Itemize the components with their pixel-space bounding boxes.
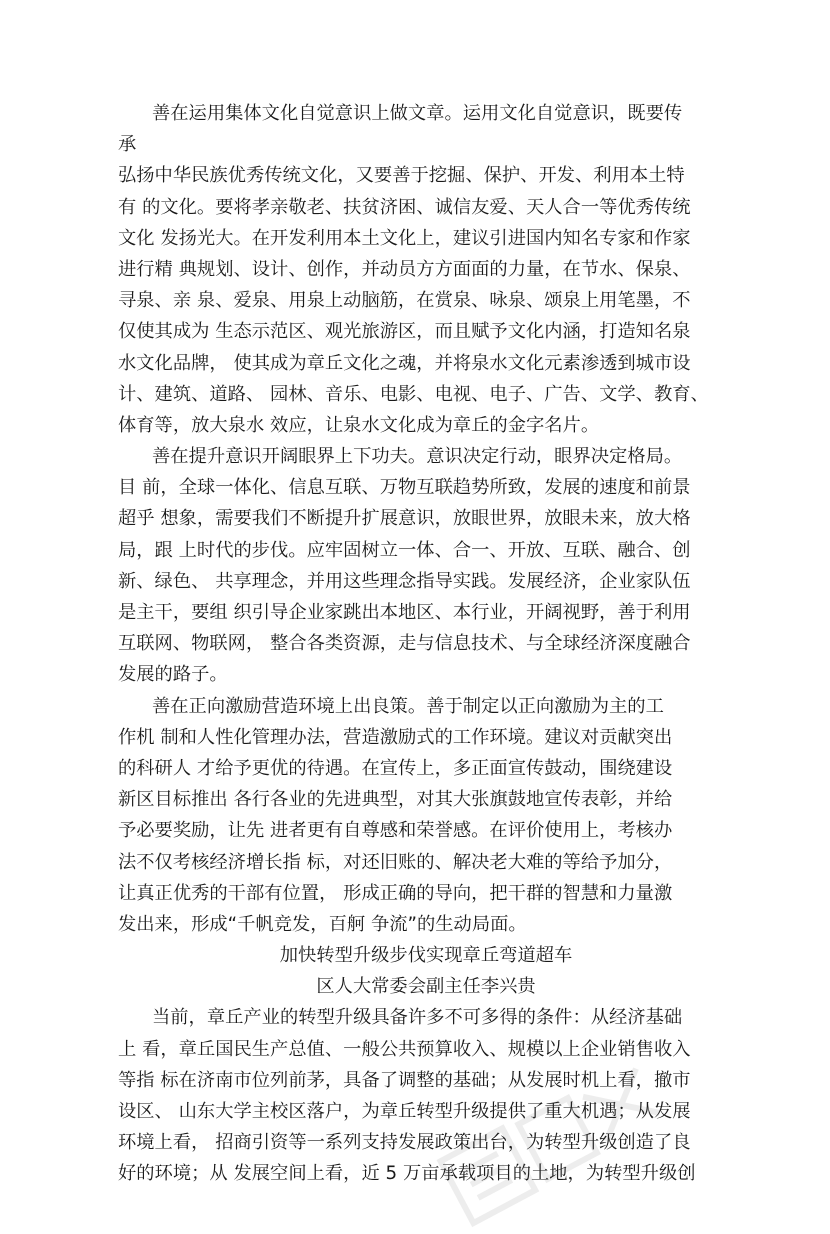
paragraph-line: 的科研人 才给予更优的待遇。在宣传上，多正面宣传鼓动，围绕建设 bbox=[118, 757, 673, 779]
paragraph-line: 承 bbox=[118, 134, 137, 156]
paragraph-line: 互联网、物联网， 整合各类资源，走与信息技术、与全球经济深度融合 bbox=[118, 633, 691, 655]
paragraph-line: 法不仅考核经济增长指 标，对还旧账的、解决老大难的等给予加分， bbox=[118, 851, 673, 873]
paragraph-line: 发出来，形成“千帆竞发，百舸 争流”的生动局面。 bbox=[118, 913, 527, 935]
paragraph-line: 水文化品牌， 使其成为章丘文化之魂，并将泉水文化元素渗透到城市设 bbox=[118, 352, 691, 374]
paragraph-line: 善在提升意识开阔眼界上下功夫。意识决定行动，眼界决定格局。 bbox=[152, 446, 683, 468]
paragraph-line: 让真正优秀的干部有位置， 形成正确的导向，把干群的智慧和力量激 bbox=[118, 882, 673, 904]
paragraph-line: 文化 发扬光大。在开发利用本土文化上，建议引进国内知名专家和作家 bbox=[118, 227, 691, 249]
paragraph-line: 作机 制和人性化管理办法，营造激励式的工作环境。建议对贡献突出 bbox=[118, 726, 673, 748]
paragraph-line: 设区、 山东大学主校区落户，为章丘转型升级提供了重大机遇；从发展 bbox=[118, 1101, 691, 1122]
paragraph-line: 予必要奖励，让先 进者更有自尊感和荣誉感。在评价使用上，考核办 bbox=[118, 820, 673, 842]
paragraph-line: 局，跟 上时代的步伐。应牢固树立一体、合一、开放、互联、融合、创 bbox=[118, 539, 691, 561]
paragraph-line: 发展的路子。 bbox=[118, 664, 228, 686]
paragraph-line: 寻泉、亲 泉、爱泉、用泉上动脑筋，在赏泉、咏泉、颂泉上用笔墨，不 bbox=[118, 290, 691, 312]
article-author: 区人大常委会副主任李兴贵 bbox=[316, 976, 536, 998]
paragraph-line: 新区目标推出 各行各业的先进典型，对其大张旗鼓地宣传表彰，并给 bbox=[118, 789, 673, 811]
paragraph-line: 仅使其成为 生态示范区、观光旅游区，而且赋予文化内涵，打造知名泉 bbox=[118, 321, 691, 343]
article-title: 加快转型升级步伐实现章丘弯道超车 bbox=[279, 945, 573, 967]
paragraph-line: 弘扬中华民族优秀传统文化，又要善于挖掘、保护、开发、利用本土特 bbox=[118, 165, 685, 187]
paragraph-line: 进行精 典规划、设计、创作，并动员方方面面的力量，在节水、保泉、 bbox=[118, 258, 691, 280]
paragraph-line: 计、建筑、道路、 园林、音乐、电影、电视、电子、广告、文学、教育、 bbox=[118, 383, 709, 405]
paragraph-line: 上 看，章丘国民生产总值、一般公共预算收入、规模以上企业销售收入 bbox=[118, 1038, 691, 1060]
paragraph-line: 是主干，要组 织引导企业家跳出本地区、本行业，开阔视野，善于利用 bbox=[118, 602, 691, 623]
paragraph-line: 新、绿色、 共享理念，并用这些理念指导实践。发展经济，企业家队伍 bbox=[118, 570, 691, 592]
paragraph-line: 目 前，全球一体化、信息互联、万物互联趋势所致，发展的速度和前景 bbox=[118, 477, 691, 499]
paragraph-line: 等指 标在济南市位列前茅，具备了调整的基础；从发展时机上看，撤市 bbox=[118, 1069, 691, 1091]
paragraph-line: 环境上看， 招商引资等一系列支持发展政策出台，为转型升级创造了良 bbox=[118, 1132, 691, 1154]
paragraph-line: 善在正向激励营造环境上出良策。善于制定以正向激励为主的工 bbox=[152, 695, 664, 717]
paragraph-line: 体育等，放大泉水 效应，让泉水文化成为章丘的金字名片。 bbox=[118, 414, 600, 436]
paragraph-line: 好的环境；从 发展空间上看，近 5 万亩承载项目的土地，为转型升级创 bbox=[118, 1163, 696, 1185]
paragraph-line: 超乎 想象，需要我们不断提升扩展意识，放眼世界，放眼未来，放大格 bbox=[118, 508, 691, 530]
paragraph-line: 善在运用集体文化自觉意识上做文章。运用文化自觉意识，既要传 bbox=[152, 103, 683, 124]
paragraph-line: 当前，章丘产业的转型升级具备许多不可多得的条件：从经济基础 bbox=[152, 1007, 683, 1029]
document-body bbox=[118, 98, 734, 1190]
paragraph-line: 有 的文化。要将孝亲敬老、扶贫济困、诚信友爱、天人合一等优秀传统 bbox=[118, 196, 691, 218]
